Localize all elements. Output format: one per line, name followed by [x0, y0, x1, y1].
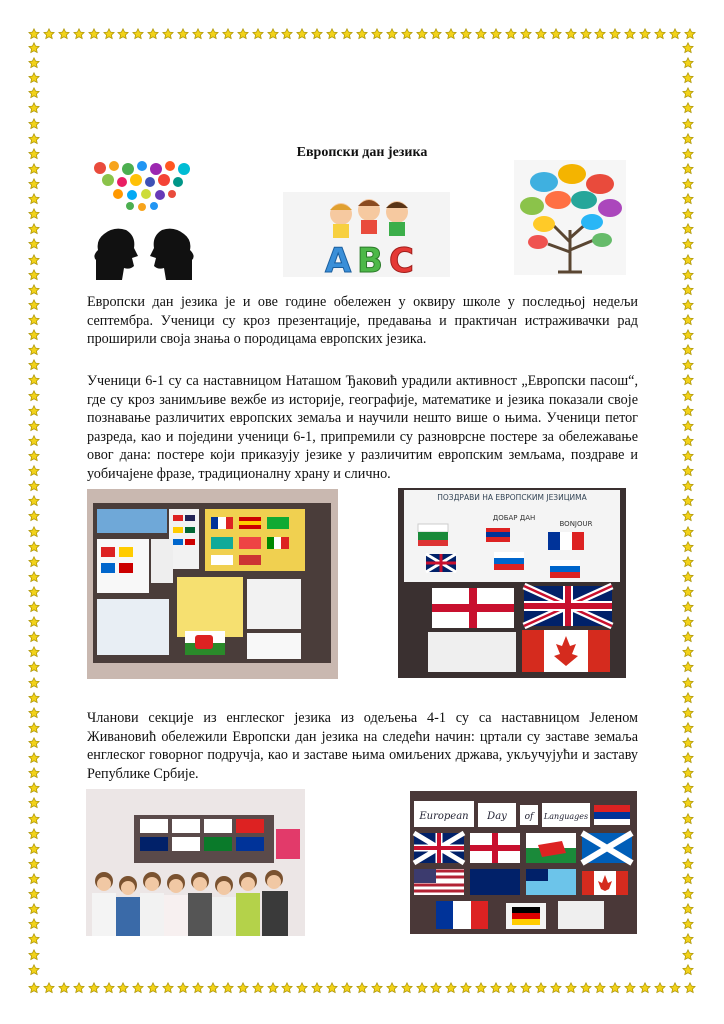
star-icon: [281, 28, 293, 40]
paragraph-activity: Ученици 6-1 су са наставницом Наташом Ђаковић урадили активност „Европски пасош“, где су кроз занимљиве вежбе из историје, географије, математике и језика показали своје познавање различитих европских земаља и научили нешто више о њима. Ученици петог разреда, као и поједини ученици 6-1, припремили су разноврсне постере за обележавање овог дана: постере који приказују језике у различитим европским земљама, поздраве и уобичајене фразе, традиционалну храну и слично.: [87, 373, 638, 482]
star-icon: [28, 949, 40, 961]
star-icon: [682, 374, 694, 386]
star-icon: [682, 601, 694, 613]
banner-word-3: of: [524, 812, 534, 822]
speech-bubble-tree-image: [514, 160, 626, 275]
star-icon: [401, 982, 413, 994]
star-icon: [117, 28, 129, 40]
star-icon: [28, 344, 40, 356]
star-icon: [624, 982, 636, 994]
star-icon: [267, 982, 279, 994]
star-icon: [73, 982, 85, 994]
star-icon: [28, 465, 40, 477]
star-icon: [28, 722, 40, 734]
star-icon: [28, 435, 40, 447]
star-icon: [460, 28, 472, 40]
star-icon: [252, 982, 264, 994]
star-icon: [28, 254, 40, 266]
star-icon: [445, 982, 457, 994]
star-icon: [682, 737, 694, 749]
star-icon: [28, 692, 40, 704]
star-icon: [28, 933, 40, 945]
star-icon: [28, 616, 40, 628]
star-icon: [682, 903, 694, 915]
star-icon: [28, 299, 40, 311]
star-icon: [490, 982, 502, 994]
star-icon: [682, 510, 694, 522]
star-icon: [28, 982, 40, 994]
star-icon: [682, 677, 694, 689]
star-icon: [490, 28, 502, 40]
star-icon: [682, 933, 694, 945]
star-icon: [682, 813, 694, 825]
star-icon: [28, 405, 40, 417]
star-icon: [341, 28, 353, 40]
star-icon: [28, 163, 40, 175]
star-icon: [386, 28, 398, 40]
star-icon: [682, 435, 694, 447]
star-icon: [28, 571, 40, 583]
star-icon: [550, 982, 562, 994]
star-icon: [28, 329, 40, 341]
star-icon: [682, 767, 694, 779]
star-icon: [682, 72, 694, 84]
star-icon: [371, 982, 383, 994]
star-icon: [624, 28, 636, 40]
paragraph-intro: Европски дан језика је и ове године обележен у оквиру школе у последњој недељи септембра. Ученици су кроз презентације, предавања и практичан истраживачки рад проширили своја знања о породицама европских језика.: [87, 294, 638, 348]
star-icon: [684, 982, 696, 994]
star-icon: [28, 767, 40, 779]
star-icon: [103, 28, 115, 40]
star-icon: [682, 420, 694, 432]
star-icon: [28, 843, 40, 855]
poster-header: ПОЗДРАВИ НА ЕВРОПСКИМ ЈЕЗИЦИМА: [437, 493, 587, 502]
star-icon: [192, 28, 204, 40]
star-icon: [28, 42, 40, 54]
star-icon: [147, 982, 159, 994]
star-icon: [654, 982, 666, 994]
star-icon: [28, 858, 40, 870]
star-icon: [682, 193, 694, 205]
poster-board-photo-right: [398, 488, 626, 678]
star-icon: [103, 982, 115, 994]
star-icon: [609, 28, 621, 40]
star-icon: [281, 982, 293, 994]
star-icon: [682, 314, 694, 326]
star-icon: [28, 178, 40, 190]
speech-heads-image: [86, 160, 202, 280]
page-title: Европски дан језика: [296, 145, 428, 160]
star-icon: [682, 344, 694, 356]
star-icon: [28, 28, 40, 40]
star-icon: [28, 903, 40, 915]
star-icon: [682, 390, 694, 402]
star-icon: [177, 982, 189, 994]
star-icon: [682, 102, 694, 114]
star-icon: [682, 722, 694, 734]
star-icon: [177, 28, 189, 40]
star-icon: [237, 982, 249, 994]
star-icon: [28, 707, 40, 719]
star-icon: [682, 556, 694, 568]
star-icon: [682, 661, 694, 673]
star-icon: [28, 646, 40, 658]
star-icon: [28, 677, 40, 689]
star-icon: [682, 692, 694, 704]
star-icon: [682, 405, 694, 417]
star-icon: [28, 964, 40, 976]
star-icon: [28, 118, 40, 130]
star-icon: [682, 918, 694, 930]
star-icon: [535, 28, 547, 40]
star-icon: [28, 420, 40, 432]
star-icon: [682, 964, 694, 976]
star-border-left: [28, 42, 42, 976]
star-icon: [669, 982, 681, 994]
star-icon: [682, 782, 694, 794]
star-icon: [28, 541, 40, 553]
star-icon: [28, 586, 40, 598]
star-icon: [430, 982, 442, 994]
star-icon: [401, 28, 413, 40]
star-icon: [682, 541, 694, 553]
banner-word-4: Languages: [543, 812, 589, 821]
star-icon: [207, 982, 219, 994]
star-icon: [475, 982, 487, 994]
star-icon: [682, 480, 694, 492]
star-icon: [682, 631, 694, 643]
star-icon: [117, 982, 129, 994]
star-icon: [341, 982, 353, 994]
star-icon: [28, 284, 40, 296]
star-icon: [682, 752, 694, 764]
star-icon: [609, 982, 621, 994]
star-icon: [682, 87, 694, 99]
star-icon: [28, 918, 40, 930]
star-icon: [207, 28, 219, 40]
star-icon: [682, 118, 694, 130]
star-border-right: [682, 42, 696, 976]
abc-letter-b: B: [357, 241, 383, 277]
star-icon: [682, 843, 694, 855]
star-icon: [28, 737, 40, 749]
star-icon: [682, 707, 694, 719]
star-icon: [28, 450, 40, 462]
star-icon: [88, 982, 100, 994]
star-icon: [682, 526, 694, 538]
star-icon: [162, 28, 174, 40]
star-icon: [520, 982, 532, 994]
star-icon: [28, 797, 40, 809]
star-icon: [28, 238, 40, 250]
star-icon: [237, 28, 249, 40]
languages-banner-photo: [410, 791, 637, 934]
star-icon: [28, 526, 40, 538]
star-icon: [682, 797, 694, 809]
star-icon: [682, 646, 694, 658]
star-icon: [222, 982, 234, 994]
star-icon: [28, 601, 40, 613]
paragraph-section: Чланови секције из енглеског језика из одељења 4-1 су са наставницом Јеленом Живановић обележили Европски дан језика на следећи начин: цртали су заставе земаља енглеског говорног подручја, као и заставе њима омиљених држава, укључујући и заставу Републике Србије.: [87, 710, 638, 782]
star-icon: [132, 28, 144, 40]
star-icon: [371, 28, 383, 40]
star-icon: [654, 28, 666, 40]
star-icon: [682, 284, 694, 296]
star-icon: [28, 782, 40, 794]
star-border-bottom: [28, 982, 696, 996]
star-icon: [682, 269, 694, 281]
star-icon: [682, 238, 694, 250]
star-icon: [28, 72, 40, 84]
star-icon: [28, 480, 40, 492]
star-icon: [550, 28, 562, 40]
star-icon: [28, 359, 40, 371]
star-icon: [296, 982, 308, 994]
star-icon: [147, 28, 159, 40]
star-icon: [460, 982, 472, 994]
star-icon: [505, 982, 517, 994]
star-icon: [684, 28, 696, 40]
star-icon: [682, 208, 694, 220]
star-icon: [28, 57, 40, 69]
star-icon: [682, 42, 694, 54]
abc-letter-c: C: [389, 241, 414, 277]
kids-abc-image: [283, 192, 450, 277]
star-icon: [445, 28, 457, 40]
star-icon: [639, 982, 651, 994]
star-icon: [682, 223, 694, 235]
star-icon: [162, 982, 174, 994]
star-icon: [28, 631, 40, 643]
star-icon: [28, 813, 40, 825]
abc-letter-a: A: [325, 241, 352, 277]
star-icon: [580, 28, 592, 40]
star-icon: [28, 223, 40, 235]
star-icon: [669, 28, 681, 40]
star-icon: [28, 873, 40, 885]
star-icon: [28, 374, 40, 386]
star-icon: [565, 28, 577, 40]
star-icon: [682, 299, 694, 311]
star-icon: [639, 28, 651, 40]
star-icon: [28, 208, 40, 220]
star-icon: [267, 28, 279, 40]
star-icon: [73, 28, 85, 40]
star-icon: [296, 28, 308, 40]
star-icon: [28, 828, 40, 840]
star-icon: [28, 269, 40, 281]
star-icon: [28, 495, 40, 507]
star-icon: [416, 982, 428, 994]
poster-bonjour: BONJOUR: [559, 520, 593, 528]
star-icon: [386, 982, 398, 994]
star-icon: [682, 450, 694, 462]
star-icon: [594, 982, 606, 994]
star-icon: [682, 133, 694, 145]
star-icon: [594, 28, 606, 40]
star-icon: [505, 28, 517, 40]
poster-good-day: ДОБАР ДАН: [492, 514, 536, 522]
star-icon: [430, 28, 442, 40]
star-icon: [28, 390, 40, 402]
star-icon: [132, 982, 144, 994]
star-border-top: [28, 28, 696, 42]
star-icon: [682, 329, 694, 341]
star-icon: [311, 982, 323, 994]
star-icon: [682, 495, 694, 507]
star-icon: [535, 982, 547, 994]
star-icon: [682, 949, 694, 961]
star-icon: [28, 193, 40, 205]
banner-word-1: European: [419, 811, 469, 822]
star-icon: [682, 571, 694, 583]
star-icon: [28, 314, 40, 326]
star-icon: [28, 102, 40, 114]
star-icon: [28, 752, 40, 764]
star-icon: [416, 28, 428, 40]
star-icon: [682, 586, 694, 598]
star-icon: [682, 178, 694, 190]
star-icon: [520, 28, 532, 40]
star-icon: [565, 982, 577, 994]
star-icon: [682, 888, 694, 900]
star-icon: [222, 28, 234, 40]
star-icon: [682, 359, 694, 371]
star-icon: [682, 57, 694, 69]
star-icon: [252, 28, 264, 40]
star-icon: [28, 87, 40, 99]
star-icon: [682, 616, 694, 628]
star-icon: [356, 28, 368, 40]
star-icon: [475, 28, 487, 40]
star-icon: [88, 28, 100, 40]
star-icon: [682, 254, 694, 266]
banner-word-2: Day: [487, 811, 507, 822]
star-icon: [43, 982, 55, 994]
students-group-photo: [86, 789, 305, 936]
star-icon: [682, 465, 694, 477]
star-icon: [28, 556, 40, 568]
star-icon: [28, 661, 40, 673]
star-icon: [28, 133, 40, 145]
star-icon: [192, 982, 204, 994]
star-icon: [682, 873, 694, 885]
star-icon: [311, 28, 323, 40]
poster-board-photo-left: [87, 489, 338, 679]
star-icon: [28, 510, 40, 522]
star-icon: [682, 828, 694, 840]
star-icon: [28, 888, 40, 900]
star-icon: [356, 982, 368, 994]
star-icon: [326, 28, 338, 40]
star-icon: [682, 163, 694, 175]
star-icon: [580, 982, 592, 994]
star-icon: [326, 982, 338, 994]
star-icon: [43, 28, 55, 40]
star-icon: [58, 28, 70, 40]
star-icon: [682, 858, 694, 870]
star-icon: [58, 982, 70, 994]
